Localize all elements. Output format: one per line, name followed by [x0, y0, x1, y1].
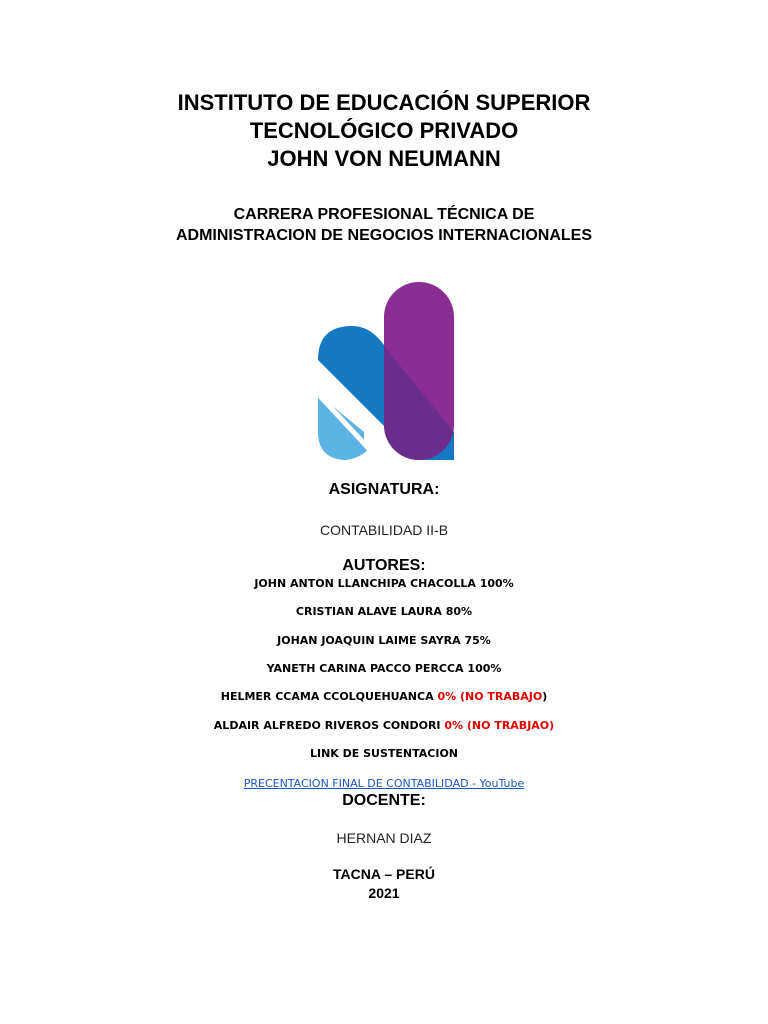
author-percent: 75% — [464, 634, 491, 647]
author-row — [0, 577, 768, 591]
institute-logo — [316, 282, 454, 460]
author-name: JOHAN JOAQUIN LAIME SAYRA — [277, 634, 461, 647]
author-row — [0, 605, 768, 619]
subject-heading: ASIGNATURA: — [328, 481, 440, 498]
institution-line-3: JOHN VON NEUMANN — [267, 146, 501, 171]
author-row — [0, 662, 768, 676]
teacher-heading: DOCENTE: — [342, 792, 426, 809]
author-name: HELMER CCAMA CCOLQUEHUANCA — [220, 690, 434, 703]
author-percent: 0% — [437, 690, 457, 703]
city-country: TACNA – PERÚ — [333, 866, 435, 882]
year: 2021 — [368, 885, 400, 901]
author-note-close: ) — [542, 690, 548, 703]
author-percent: 80% — [445, 605, 473, 618]
author-row — [0, 719, 768, 733]
institution-line-2: TECNOLÓGICO PRIVADO — [249, 118, 519, 143]
link-label: LINK DE SUSTENTACION — [309, 747, 459, 760]
institution-line-1: INSTITUTO DE EDUCACIÓN SUPERIOR — [177, 90, 591, 115]
author-percent: 100% — [479, 577, 514, 590]
career-title — [0, 204, 768, 246]
institution-title — [0, 89, 768, 173]
author-name: CRISTIAN ALAVE LAURA — [295, 605, 442, 618]
author-note: (NO TRABJAO) — [466, 719, 555, 732]
teacher-name: HERNAN DIAZ — [336, 830, 432, 846]
authors-heading: AUTORES: — [342, 557, 426, 574]
author-percent: 100% — [467, 662, 502, 675]
author-name: YANETH CARINA PACCO PERCCA — [266, 662, 464, 675]
author-name: ALDAIR ALFREDO RIVEROS CONDORI — [213, 719, 441, 732]
career-line-2: ADMINISTRACION DE NEGOCIOS INTERNACIONALES — [175, 227, 592, 244]
link-container — [0, 774, 768, 792]
author-row — [0, 690, 768, 704]
subject-value: CONTABILIDAD II-B — [319, 522, 449, 538]
author-name: JOHN ANTON LLANCHIPA CHACOLLA — [254, 577, 476, 590]
author-row — [0, 634, 768, 648]
youtube-link[interactable]: PRECENTACION FINAL DE CONTABILIDAD - YouTube — [243, 777, 525, 790]
career-line-1: CARRERA PROFESIONAL TÉCNICA DE — [233, 206, 535, 223]
author-note: (NO TRABAJO — [459, 690, 543, 703]
author-percent: 0% — [444, 719, 464, 732]
